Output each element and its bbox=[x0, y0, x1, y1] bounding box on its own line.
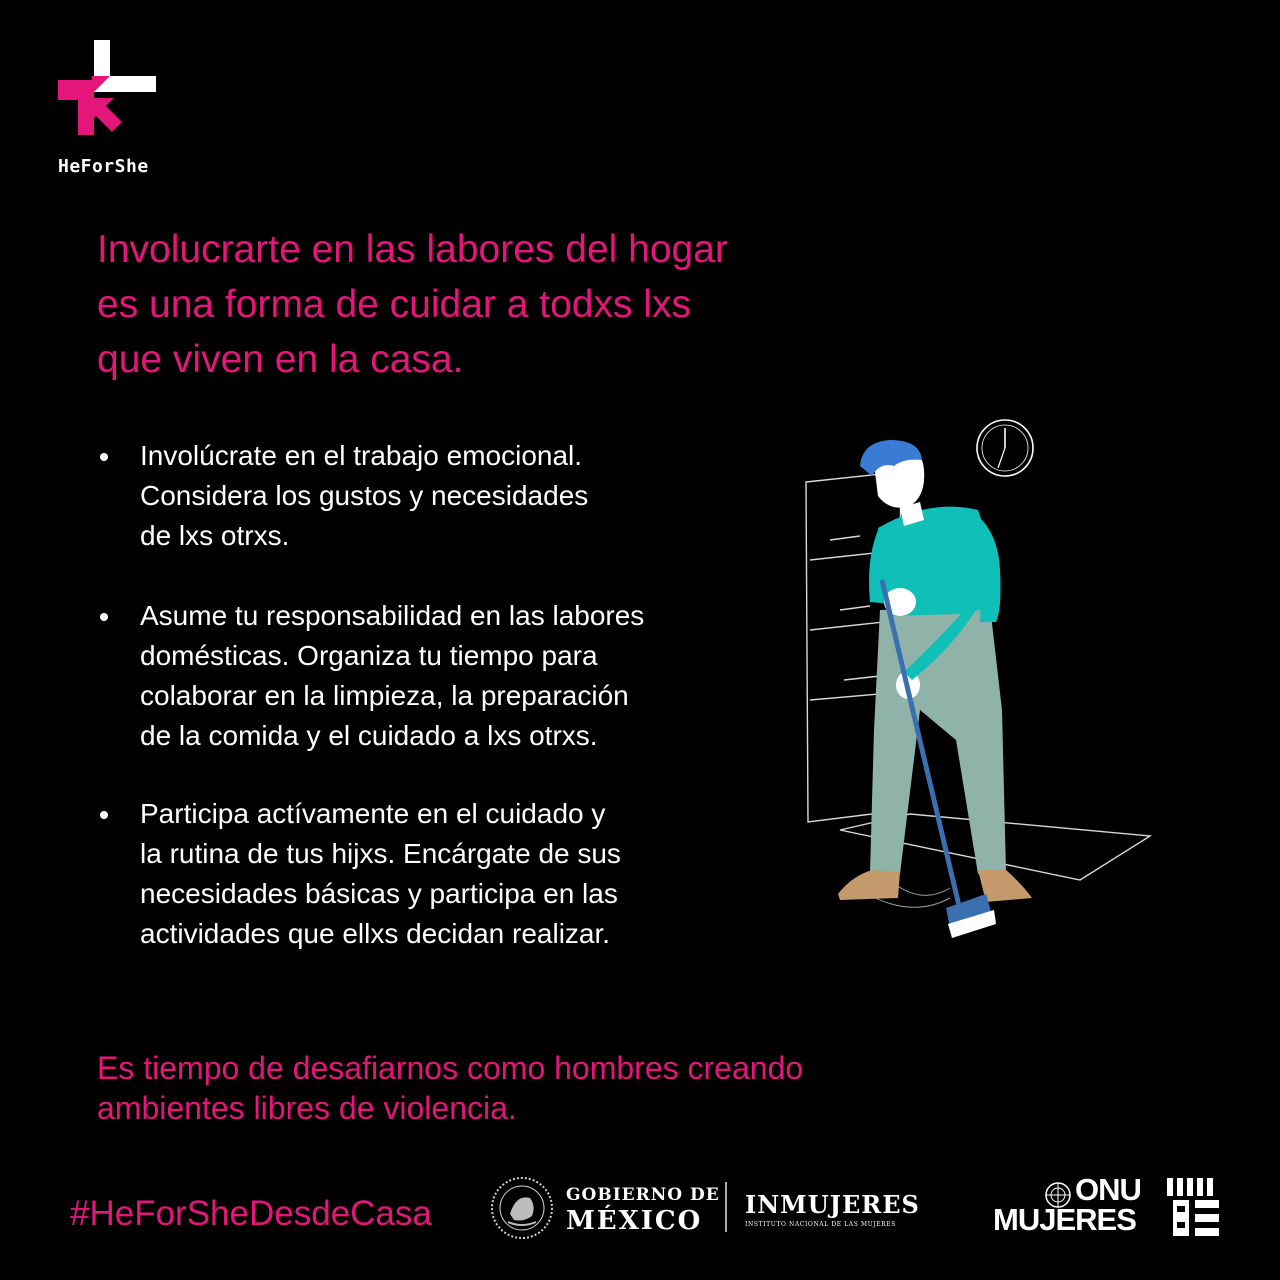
gobierno-mexico-logo bbox=[490, 1176, 920, 1246]
onu-word: ONU bbox=[1075, 1172, 1141, 1207]
mexico-seal-icon bbox=[490, 1176, 554, 1240]
man-sweeping-illustration bbox=[800, 410, 1160, 950]
bullet-dot-icon bbox=[100, 811, 108, 819]
tip-line: Involúcrate en el trabajo emocional. bbox=[140, 440, 583, 471]
gobierno-text bbox=[566, 1182, 720, 1234]
tip-line: colaborar en la limpieza, la preparación bbox=[140, 680, 629, 711]
tip-line: Asume tu responsabilidad en las labores bbox=[140, 600, 645, 631]
closing-line: ambientes libres de violencia. bbox=[97, 1090, 517, 1126]
gobierno-line1: GOBIERNO DE bbox=[566, 1185, 720, 1205]
onu-mujeres-logo bbox=[993, 1172, 1225, 1240]
inmujeres-subtitle: INSTITUTO NACIONAL DE LAS MUJERES bbox=[745, 1221, 896, 1228]
tip-line: actividades que ellxs decidan realizar. bbox=[140, 918, 611, 949]
headline bbox=[97, 222, 857, 387]
inmujeres-logo bbox=[745, 1190, 920, 1228]
bullet-dot-icon bbox=[100, 613, 108, 621]
hashtag: #HeForSheDesdeCasa bbox=[70, 1194, 432, 1233]
inmujeres-name: INMUJERES bbox=[745, 1190, 920, 1219]
headline-line: Involucrarte en las labores del hogar bbox=[97, 228, 728, 271]
tip-line: la rutina de tus hijxs. Encárgate de sus bbox=[140, 838, 621, 869]
un-women-mark-icon bbox=[1167, 1178, 1223, 1238]
closing-message bbox=[97, 1048, 917, 1128]
logo-divider bbox=[725, 1182, 727, 1232]
heforshe-logo-icon bbox=[58, 40, 158, 140]
tip-line: necesidades básicas y participa en las bbox=[140, 878, 618, 909]
wall-clock-icon bbox=[977, 420, 1033, 476]
tip-line: de lxs otrxs. bbox=[140, 520, 290, 551]
gobierno-line2: MÉXICO bbox=[566, 1206, 703, 1236]
tip-line: Considera los gustos y necesidades bbox=[140, 480, 589, 511]
headline-line: que viven en la casa. bbox=[97, 338, 464, 381]
tip-line: Participa actívamente en el cuidado y bbox=[140, 798, 606, 829]
mujeres-word: MUJERES bbox=[993, 1202, 1136, 1237]
bullet-dot-icon bbox=[100, 453, 108, 461]
closing-line: Es tiempo de desafiarnos como hombres creando bbox=[97, 1050, 804, 1086]
headline-line: es una forma de cuidar a todxs lxs bbox=[97, 283, 691, 326]
brand-name: HeForShe bbox=[58, 156, 149, 177]
tip-line: domésticas. Organiza tu tiempo para bbox=[140, 640, 598, 671]
tip-line: de la comida y el cuidado a lxs otrxs. bbox=[140, 720, 598, 751]
